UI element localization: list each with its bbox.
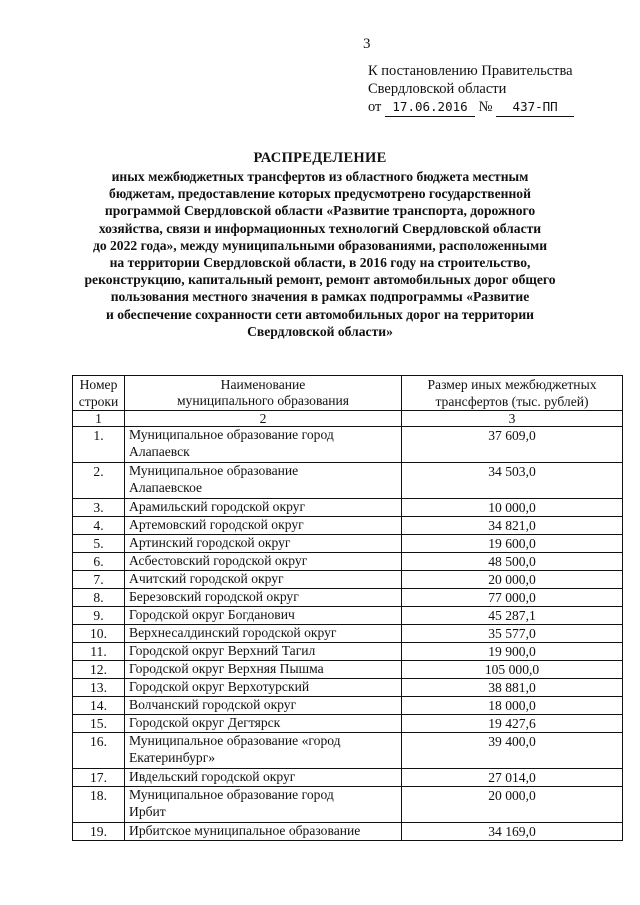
amount: 10 000,0 (402, 499, 623, 517)
attachment-line-1: К постановлению Правительства (368, 63, 573, 79)
amount: 34 503,0 (402, 463, 623, 499)
table-row (73, 517, 623, 535)
municipality-name: Городской округ Верхотурский (125, 679, 402, 697)
attachment-block (368, 62, 574, 117)
table-row (73, 697, 623, 715)
attachment-line-3 (368, 98, 574, 117)
attachment-line-2: Свердловской области (368, 81, 507, 97)
municipality-name: Ирбитское муниципальное образование (125, 823, 402, 841)
subtitle-line: реконструкцию, капитальный ремонт, ремонт автомобильных дорог общего (84, 272, 556, 288)
table-row (73, 823, 623, 841)
subtitle-line: на территории Свердловской области, в 2016 году на строительство, (109, 255, 531, 271)
table-row (73, 661, 623, 679)
table-row (73, 715, 623, 733)
header-amount (402, 376, 623, 411)
amount: 34 821,0 (402, 517, 623, 535)
column-number: 1 (73, 411, 125, 427)
row-number: 8. (73, 589, 125, 607)
amount: 20 000,0 (402, 571, 623, 589)
name-line: Алапаевск (129, 443, 190, 459)
amount: 18 000,0 (402, 697, 623, 715)
row-number: 10. (73, 625, 125, 643)
amount: 34 169,0 (402, 823, 623, 841)
municipality-name: Верхнесалдинский городской округ (125, 625, 402, 643)
row-number: 19. (73, 823, 125, 841)
table-row (73, 571, 623, 589)
municipality-name: Городской округ Дегтярск (125, 715, 402, 733)
table-row (73, 535, 623, 553)
name-line: Алапаевское (129, 479, 203, 495)
header-text: трансфертов (тыс. рублей) (435, 394, 589, 409)
subtitle-line: Свердловской области» (247, 323, 393, 339)
name-line: Муниципальное образование город (129, 787, 334, 802)
amount: 105 000,0 (402, 661, 623, 679)
row-number: 14. (73, 697, 125, 715)
municipality-name: Волчанский городской округ (125, 697, 402, 715)
subtitle-line: и обеспечение сохранности сети автомобильных дорог на территории (105, 306, 534, 322)
table-row (73, 643, 623, 661)
name-line: Муниципальное образование город (129, 427, 334, 442)
amount: 20 000,0 (402, 787, 623, 823)
name-line: Екатеринбург» (129, 749, 216, 765)
municipality-name: Городской округ Верхняя Пышма (125, 661, 402, 679)
row-number: 17. (73, 769, 125, 787)
amount: 39 400,0 (402, 733, 623, 769)
municipality-name: Березовский городской округ (125, 589, 402, 607)
subtitle-line: хозяйства, связи и информационных технологий Свердловской области (98, 220, 542, 236)
municipality-name (125, 733, 402, 769)
municipality-name: Артемовский городской округ (125, 517, 402, 535)
column-number: 2 (125, 411, 402, 427)
distribution-table (72, 375, 623, 841)
header-text: муниципального образования (176, 393, 350, 408)
row-number: 16. (73, 733, 125, 769)
table-row (73, 589, 623, 607)
amount: 38 881,0 (402, 679, 623, 697)
header-text: Наименование (220, 376, 306, 392)
municipality-name (125, 787, 402, 823)
table-row (73, 553, 623, 571)
column-number: 3 (402, 411, 623, 427)
table-row (73, 625, 623, 643)
header-text: строки (78, 394, 119, 409)
page-number: 3 (363, 36, 371, 52)
municipality-name: Асбестовский городской округ (125, 553, 402, 571)
subtitle-line: до 2022 года», между муниципальными образованиями, расположенными (92, 237, 548, 253)
row-number: 12. (73, 661, 125, 679)
table-row (73, 463, 623, 499)
amount: 48 500,0 (402, 553, 623, 571)
row-number: 5. (73, 535, 125, 553)
municipality-name: Артинский городской округ (125, 535, 402, 553)
municipality-name: Городской округ Верхний Тагил (125, 643, 402, 661)
amount: 19 600,0 (402, 535, 623, 553)
document-title: РАСПРЕДЕЛЕНИЕ (253, 150, 387, 166)
row-number: 11. (73, 643, 125, 661)
name-line: Ирбит (129, 803, 166, 819)
row-number: 15. (73, 715, 125, 733)
table-header-row (73, 376, 623, 411)
municipality-name (125, 427, 402, 463)
row-number: 9. (73, 607, 125, 625)
resolution-number: 437-ПП (496, 98, 574, 117)
row-number: 1. (73, 427, 125, 463)
row-number: 7. (73, 571, 125, 589)
subtitle-line: иных межбюджетных трансфертов из областного бюджета местным (111, 169, 529, 184)
amount: 27 014,0 (402, 769, 623, 787)
document-subtitle (60, 168, 580, 340)
row-number: 18. (73, 787, 125, 823)
amount: 45 287,1 (402, 607, 623, 625)
amount: 19 427,6 (402, 715, 623, 733)
row-number: 6. (73, 553, 125, 571)
header-text: Размер иных межбюджетных (427, 377, 597, 392)
amount: 77 000,0 (402, 589, 623, 607)
municipality-name: Арамильский городской округ (125, 499, 402, 517)
table-row (73, 787, 623, 823)
municipality-name (125, 463, 402, 499)
row-number: 13. (73, 679, 125, 697)
row-number: 3. (73, 499, 125, 517)
municipality-name: Городской округ Богданович (125, 607, 402, 625)
table-row (73, 607, 623, 625)
amount: 19 900,0 (402, 643, 623, 661)
table-row (73, 499, 623, 517)
header-text: Номер (79, 377, 118, 392)
amount: 37 609,0 (402, 427, 623, 463)
number-sign: № (478, 99, 493, 115)
row-number: 4. (73, 517, 125, 535)
municipality-name: Ачитский городской округ (125, 571, 402, 589)
resolution-date: 17.06.2016 (385, 98, 475, 117)
amount: 35 577,0 (402, 625, 623, 643)
table-row (73, 679, 623, 697)
column-numbers-row (73, 411, 623, 427)
name-line: Муниципальное образование «город (129, 733, 341, 748)
header-municipality (125, 376, 402, 411)
row-number: 2. (73, 463, 125, 499)
header-row-number (73, 376, 125, 411)
name-line: Муниципальное образование (129, 463, 299, 478)
table-row (73, 733, 623, 769)
subtitle-line: программой Свердловской области «Развитие транспорта, дорожного (104, 203, 536, 219)
subtitle-line: бюджетам, предоставление которых предусмотрено государственной (109, 186, 531, 202)
municipality-name: Ивдельский городской округ (125, 769, 402, 787)
from-label: от (368, 99, 382, 115)
subtitle-line: пользования местного значения в рамках подпрограммы «Развитие (110, 289, 530, 305)
table-row (73, 769, 623, 787)
table-row (73, 427, 623, 463)
